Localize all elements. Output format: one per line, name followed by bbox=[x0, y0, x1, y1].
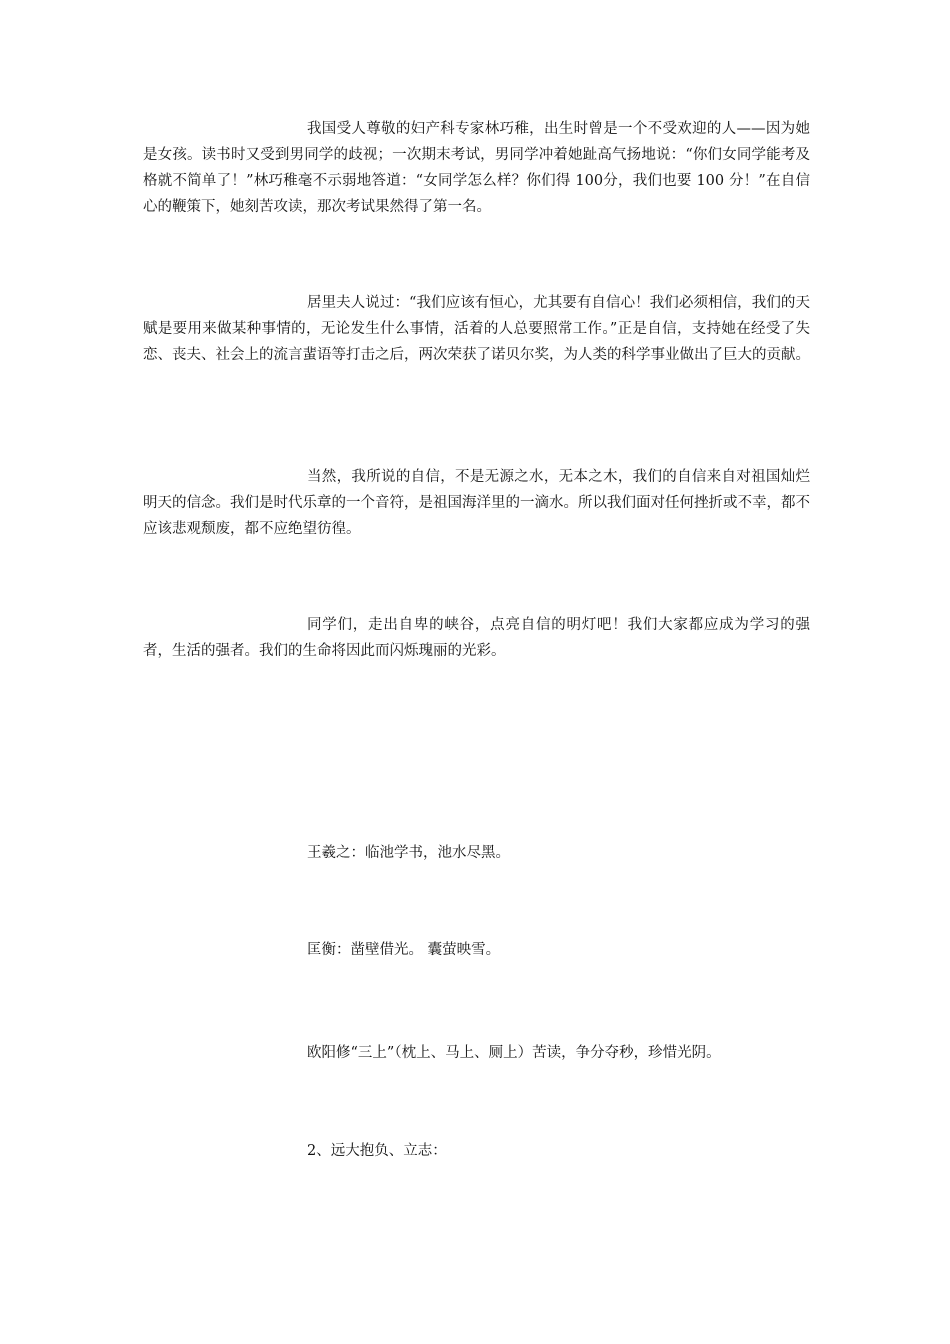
line-wang-xizhi: 王羲之：临池学书，池水尽黑。 bbox=[307, 845, 510, 861]
paragraph-confidence-source: 当然，我所说的自信，不是无源之水，无本之木，我们的自信来自对祖国灿烂明天的信念。我们是时代乐章的一个音符，是祖国海洋里的一滴水。所以我们面对任何挫折或不幸，都不应该悲观颓废，都不应绝望彷徨。 bbox=[143, 469, 810, 537]
section-heading-ambition: 2、远大抱负、立志： bbox=[307, 1143, 447, 1159]
paragraph-marie-curie: 居里夫人说过：“我们应该有恒心，尤其要有自信心！我们必须相信，我们的天赋是要用来做某种事情的，无论发生什么事情，活着的人总要照常工作。”正是自信，支持她在经受了失恋、丧夫、社会上的流言蜚语等打击之后，两次荣获了诺贝尔奖，为人类的科学事业做出了巨大的贡献。 bbox=[143, 295, 810, 363]
line-ouyang-xiu: 欧阳修“三上”（枕上、马上、厕上）苦读，争分夺秒，珍惜光阴。 bbox=[307, 1045, 721, 1061]
paragraph-call-to-classmates: 同学们，走出自卑的峡谷，点亮自信的明灯吧！我们大家都应成为学习的强者，生活的强者。我们的生命将因此而闪烁瑰丽的光彩。 bbox=[143, 617, 810, 659]
line-kuang-heng: 匡衡：凿壁借光。 囊萤映雪。 bbox=[307, 942, 501, 958]
paragraph-lin-qiaozhi: 我国受人尊敬的妇产科专家林巧稚，出生时曾是一个不受欢迎的人——因为她是女孩。读书时又受到男同学的歧视；一次期末考试，男同学冲着她趾高气扬地说：“你们女同学能考及格就不简单了！”林巧稚毫不示弱地答道：“女同学怎么样？你们得 100分，我们也要 100 分！”在自信心的鞭策下，她刻苦攻读，那次考试果然得了第一名。 bbox=[143, 121, 810, 215]
